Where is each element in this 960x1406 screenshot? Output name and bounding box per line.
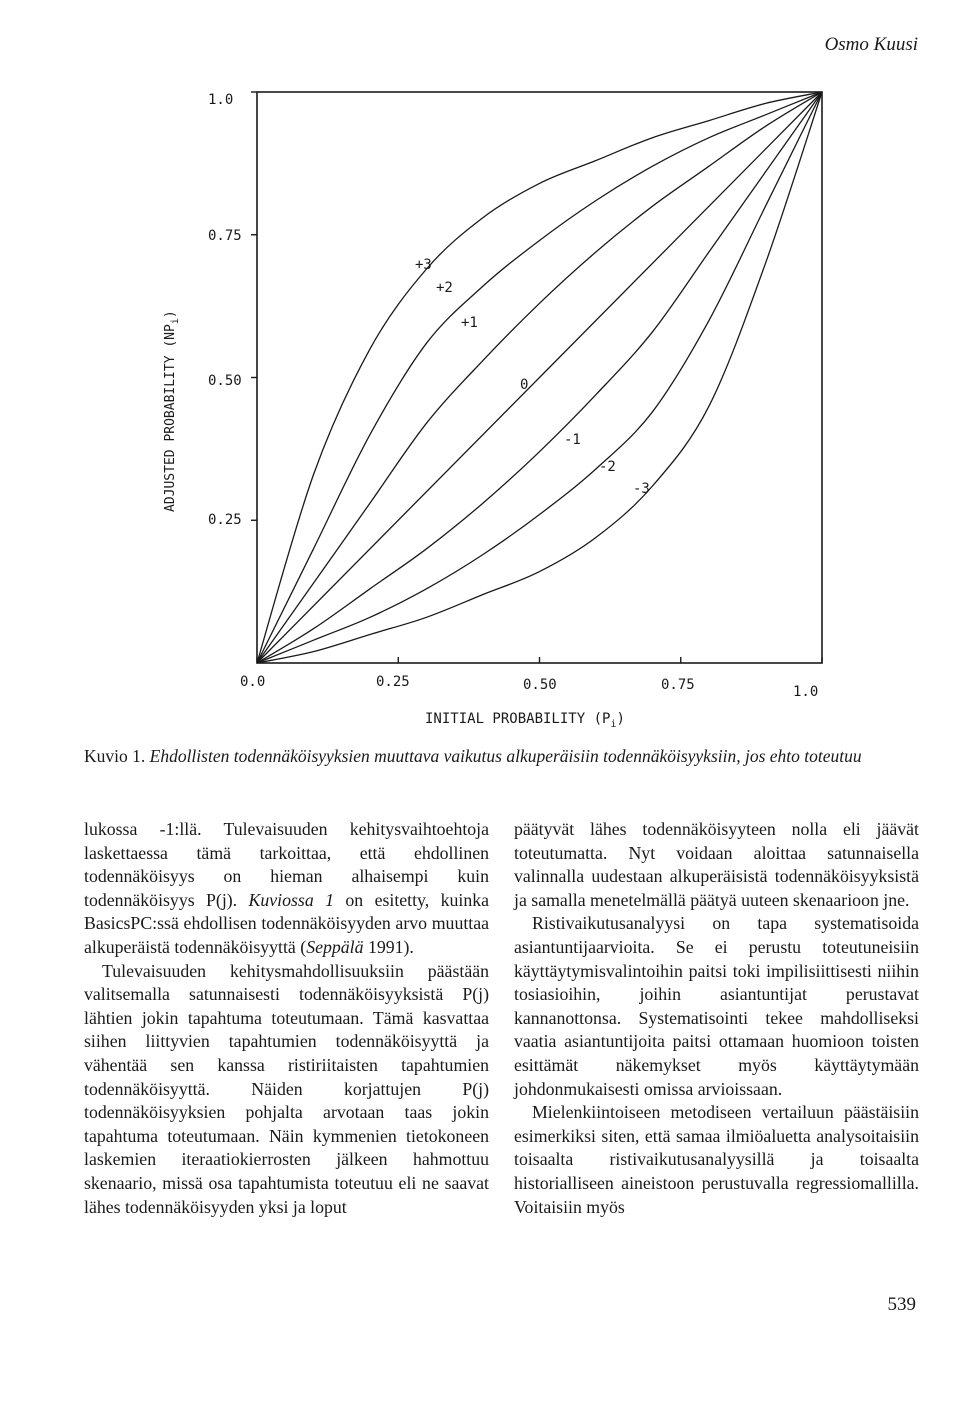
paragraph: lukossa -1:llä. Tulevaisuuden kehitysvaihtoehtoja laskettaessa tämä tarkoittaa, että ehdollinen todennäköisyys on hieman alhaisempi kuin todennäköisyys P(j). Kuviossa 1 on esitetty, kuinka BasicsPC:ssä ehdollisen todennäköisyyden arvo muuttaa alkuperäistä todennäköisyyttä (Seppälä 1991).: [84, 819, 489, 957]
series-label-m3: -3: [633, 481, 650, 497]
caption-text: Ehdollisten todennäköisyyksien muuttava vaikutus alkuperäisiin todennäköisyyksiin, jos ehto toteutuu: [149, 746, 862, 766]
y-tick-label-050: 0.50: [208, 373, 242, 389]
y-axis-label: ADJUSTED PROBABILITY $(NP_i)$: [163, 310, 181, 512]
x-axis-label: INITIAL PROBABILITY $(P_i)$: [425, 711, 625, 730]
x-tick-label-075: 0.75: [661, 677, 695, 693]
left-text-column: [84, 818, 489, 1219]
y-tick-label-075: 0.75: [208, 228, 242, 244]
page-number: 539: [887, 1294, 916, 1315]
caption-label: Kuvio 1.: [84, 746, 146, 766]
series-label-p1: +1: [461, 315, 478, 331]
right-text-column: [514, 818, 919, 1219]
series-line-3: [257, 92, 822, 663]
citation-author: Seppälä: [306, 936, 364, 957]
y-tick-label-100: 1.0: [208, 92, 234, 108]
x-tick-label-100: 1.0: [793, 684, 819, 700]
series-label-p3: +3: [415, 257, 432, 273]
paragraph: Tulevaisuuden kehitysmahdollisuuksiin päästään valitsemalla satunnaisesti todennäköisyyksistä P(j) lähtien jokin tapahtuma toteutumaan. Tämä kasvattaa siihen liittyvien tapahtumien todennäköisyyttä ja vähentää sen kanssa ristiriitaisten tapahtumien todennäköisyyttä. Näiden korjattujen P(j) todennäköisyyksien pohjalta arvotaan taas jokin tapahtuma toteutumaan. Näin kymmenien tietokoneen laskemien iteraatiokierrosten jälkeen hahmottuu skenaario, missä osa tapahtumista toteutuu eli ne saavat lähes todennäköisyyden yksi ja loput: [84, 960, 489, 1217]
paragraph: päätyvät lähes todennäköisyyteen nolla eli jäävät toteutumatta. Nyt voidaan aloittaa satunnaisella valinnalla uudestaan alkuperäisistä todennäköisyyksistä ja samalla menetelmällä päätyä uuteen skenaarioon jne.: [514, 819, 919, 910]
figure-caption: [84, 745, 920, 767]
paragraph: Mielenkiintoiseen metodiseen vertailuun päästäisiin esimerkiksi siten, että samaa ilmiöaluetta analysoitaisiin toisaalta ristivaikutusanalyysillä ja toisaalta historialliseen aineistoon perustuvalla regressiomallilla. Voitaisiin myös: [514, 1102, 919, 1217]
paragraph: Ristivaikutusanalyysi on tapa systematisoida asiantuntijaarvioita. Se ei perustu toteutuneisiin käyttäytymisvalintoihin paitsi toki impilisiittisesti niihin tosiasioihin, joihin asiantuntijat perustavat kannanottonsa. Systematisointi tekee mahdolliseksi vaatia asiantuntijoita paitsi ottamaan huomioon toisten esittämät näkemykset myös käyttäytymään johdonmukaisesti omissa arvioissaan.: [514, 913, 919, 1099]
running-header-author: Osmo Kuusi: [824, 34, 918, 55]
y-tick-label-025: 0.25: [208, 512, 242, 528]
x-tick-label-000: 0.0: [240, 674, 266, 690]
series-label-0: 0: [520, 377, 529, 393]
series-label-m2: -2: [599, 459, 616, 475]
figure-reference: Kuviossa 1: [248, 889, 335, 910]
probability-chart: [150, 75, 870, 735]
series-label-m1: -1: [564, 432, 581, 448]
x-tick-label-050: 0.50: [523, 677, 557, 693]
x-tick-label-025: 0.25: [376, 674, 410, 690]
series-label-p2: +2: [436, 280, 453, 296]
figure-1: [150, 75, 870, 735]
